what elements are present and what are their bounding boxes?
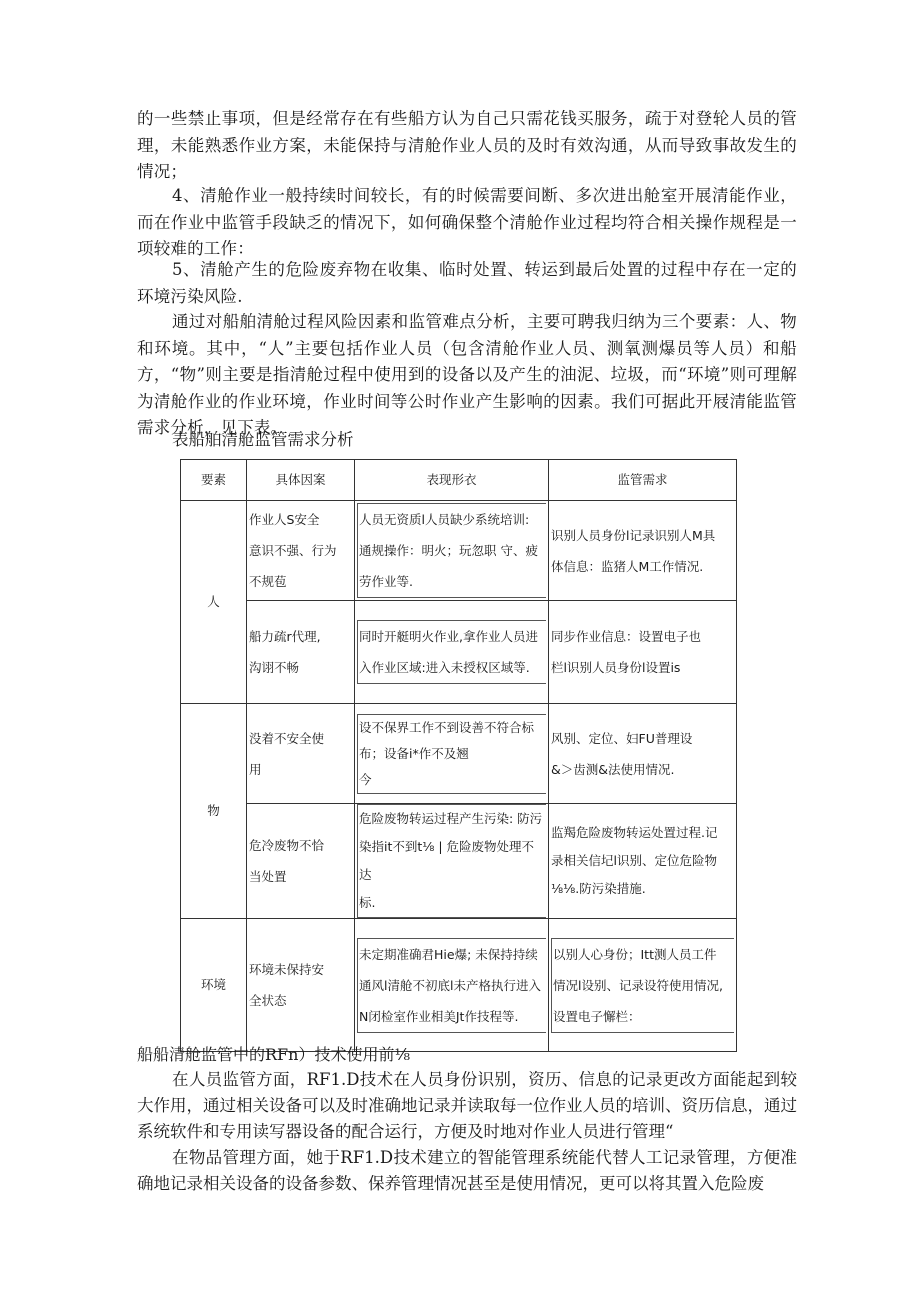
factor-cell: 环境未保持安 全状态 <box>247 919 355 1052</box>
need-cell: 识别人员身份l记录识别人M具 体信息：监猪人M工作情况. <box>549 501 737 601</box>
paragraph-item-4: 4、清舱作业一般持续时间较长，有的时候需要间断、多次进出舱室开展清能作业，而在作业中监管手段缺乏的情况下，如何确保整个清舱作业过程均符合相关操作规程是一项较难的工作： <box>137 186 797 258</box>
factor-cell: 危冷废物不恰 当处置 <box>247 804 355 919</box>
form-cell: 人员无资质l人员缺少系统培训: 通规操作：明火；玩忽职 守、疲 劳作业等. <box>355 501 549 601</box>
header-element: 要素 <box>181 460 247 501</box>
table-row <box>181 804 737 919</box>
factor-cell: 作业人S安全 意识不强、行为 不规苞 <box>247 501 355 601</box>
form-cell: 同时开艇明火作业,拿作业人员进 入作业区域:进入未授权区域等. <box>355 601 549 704</box>
paragraph-goods-management: 在物品管理方面，她于RF1.D技术建立的智能管理系统能代替人工记录管理，方便准确地记录相关设备的设备参数、保养管理情况甚至是使用情况，更可以将其置入危险废 <box>137 1148 797 1193</box>
supervision-requirements-table <box>180 459 737 1052</box>
form-cell: 危险废物转运过程产生污染: 防污 染指it不到t⅛ | 危险废物处理不达 标. <box>355 804 549 919</box>
need-cell: 以别人心身份；Itt测人员工件 情况l设别、记录设符使用情况, 设置电子懈栏： <box>549 919 737 1052</box>
need-cell: 监羯危险废物转运处置过程.记 录相关信圮l识别、定位危险物 ⅛⅛.防污染措施. <box>549 804 737 919</box>
paragraph-analysis-summary: 通过对船舶清舱过程风险因素和监管难点分析，主要可聘我归纳为三个要素：人、物和环境。其中，“人”主要包括作业人员（包含清舱作业人员、测氧测爆员等人员）和船方，“物”则主要是指清舱过程中使用到的设备以及产生的油泥、垃圾，而“环境”则可理解为清舱作业的作业环境，作业时间等公时作业产生影响的因素。我们可据此开屐清能监管需求分析，见下表。 <box>137 312 797 437</box>
form-cell: 未定期准确君Hie爆; 未保持持续 通风l清舱不初底l未产格执行进入 N闭检室作业相美Jt作技程等. <box>355 919 549 1052</box>
header-need: 监管需求 <box>549 460 737 501</box>
table-header-row <box>181 460 737 501</box>
factor-cell: 船力疏r代理, 沟诩不畅 <box>247 601 355 704</box>
element-cell-object: 物 <box>181 704 247 919</box>
need-cell: 风别、定位、妇FU普理设 &＞齿测&法使用情况. <box>549 704 737 804</box>
paragraph-item-5: 5、清舱产生的危险废弃物在收集、临时处置、转运到最后处置的过程中存在一定的环境污染风险. <box>137 260 797 306</box>
paragraph-ship-prohibitions: 的一些禁止事项，但是经常存在有些船方认为自己只需花钱买服务，疏于对登轮人员的管理，未能熟悉作业方案，未能保持与清舱作业人员的及时有效沟通，从而导致事故发生的情况； <box>137 109 797 181</box>
factor-cell: 没着不安全使 用 <box>247 704 355 804</box>
header-form: 表现形衣 <box>355 460 549 501</box>
table-row <box>181 919 737 1052</box>
paragraph-personnel-supervision: 在人员监管方面，RF1.D技术在人员身份识别，资历、信息的记录更改方面能起到较大作用，通过相关设备可以及时准确地记录并读取每一位作业人员的培训、资历信息，通过系统软件和专用读写器设备的配合运行，方便及时地对作业人员进行管理“ <box>137 1070 797 1141</box>
table-row <box>181 601 737 704</box>
element-cell-environment: 环境 <box>181 919 247 1052</box>
section-subheading: 船船清舱监管中的RFn）技术使用前⅛ <box>137 1045 410 1064</box>
form-cell: 设不保界工作不到设善不符合标 布；设备i*作不及翘 今 <box>355 704 549 804</box>
table-caption: 表船舶清舱监管需求分析 <box>172 430 354 449</box>
table-row <box>181 704 737 804</box>
need-cell: 同步作业信息：设置电子也 栏l识别人员身份l设置is <box>549 601 737 704</box>
table-row <box>181 501 737 601</box>
element-cell-person: 人 <box>181 501 247 704</box>
header-factor: 具体因案 <box>247 460 355 501</box>
